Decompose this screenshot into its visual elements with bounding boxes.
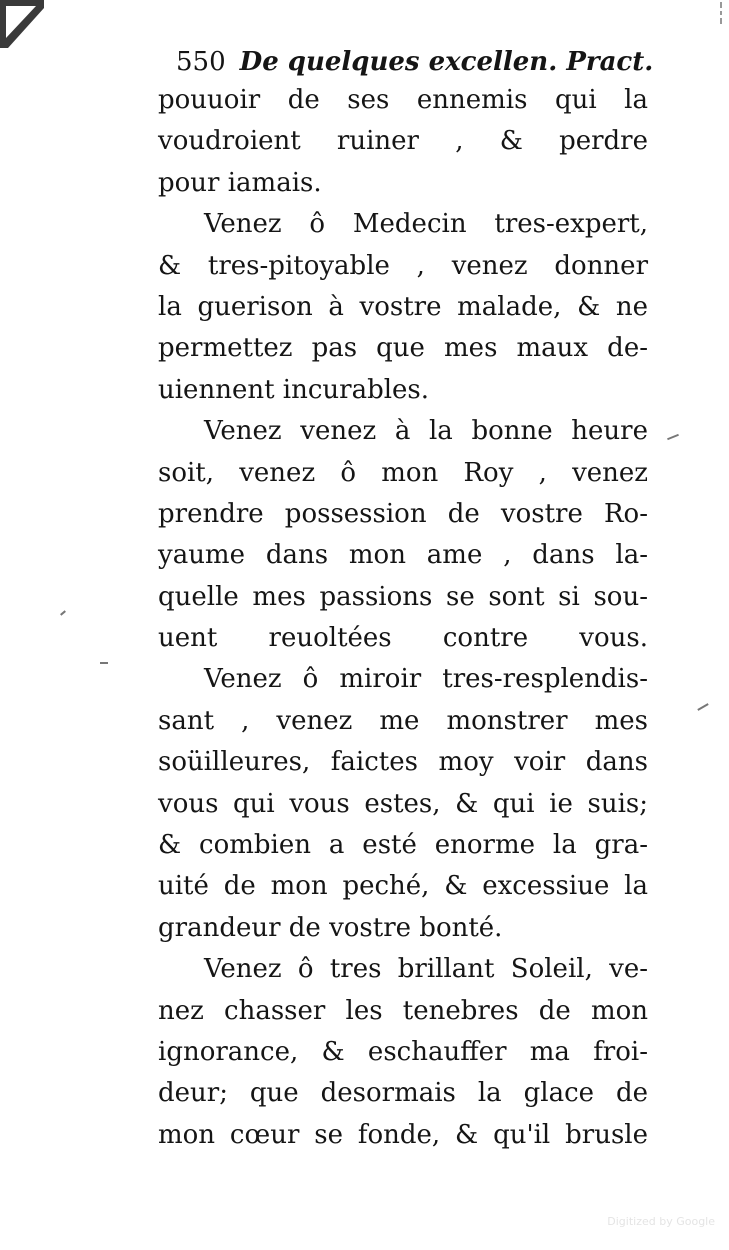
stray-mark <box>697 703 708 711</box>
text-line: prendre possession de vostre Ro- <box>158 498 648 529</box>
text-line: deur; que desormais la glace de <box>158 1078 648 1109</box>
text-line: soit, venez ô mon Roy , venez <box>158 457 648 488</box>
stray-mark <box>100 662 108 664</box>
text-line: & combien a esté enorme la gra- <box>158 830 648 861</box>
text-line: voudroient ruiner , & perdre <box>158 126 648 157</box>
text-line: quelle mes passions se sont si sou- <box>158 581 648 612</box>
corner-ink-mark <box>0 0 44 48</box>
text-line: uité de mon peché, & excessiue la <box>158 871 648 902</box>
running-header <box>176 44 654 80</box>
text-line: pour iamais. <box>158 167 322 198</box>
text-block <box>158 44 654 1156</box>
text-line: Venez ô miroir tres-resplendis- <box>204 664 648 695</box>
stray-mark <box>667 434 679 440</box>
text-line: grandeur de vostre bonté. <box>158 912 503 943</box>
text-line: Venez venez à la bonne heure <box>204 416 648 447</box>
stray-mark <box>60 610 66 615</box>
text-line: pouuoir de ses ennemis qui la <box>158 85 648 115</box>
page-number: 550 <box>176 47 226 77</box>
text-line: Venez ô Medecin tres-expert, <box>204 209 648 240</box>
edge-ink-mark <box>719 2 725 26</box>
text-line: vous qui vous estes, & qui ie suis; <box>158 788 648 819</box>
text-line: uent reuoltées contre vous. <box>158 623 648 654</box>
watermark: Digitized by Google <box>607 1215 715 1228</box>
text-line: nez chasser les tenebres de mon <box>158 995 648 1026</box>
text-line: mon cœur se fonde, & qu'il brusle <box>158 1119 648 1150</box>
text-line: soüilleures, faictes moy voir dans <box>158 747 648 778</box>
running-title: De quelques excellen. Pract. <box>239 47 654 77</box>
text-line: permettez pas que mes maux de- <box>158 333 648 364</box>
text-line: Venez ô tres brillant Soleil, ve- <box>204 954 648 985</box>
text-line: & tres-pitoyable , venez donner <box>158 250 648 281</box>
body-text <box>158 80 648 1156</box>
text-line: uiennent incurables. <box>158 374 430 405</box>
text-line: ignorance, & eschauffer ma froi- <box>158 1036 648 1067</box>
text-line: sant , venez me monstrer mes <box>158 705 648 736</box>
text-line: yaume dans mon ame , dans la- <box>158 540 648 571</box>
text-line: la guerison à vostre malade, & ne <box>158 291 648 322</box>
